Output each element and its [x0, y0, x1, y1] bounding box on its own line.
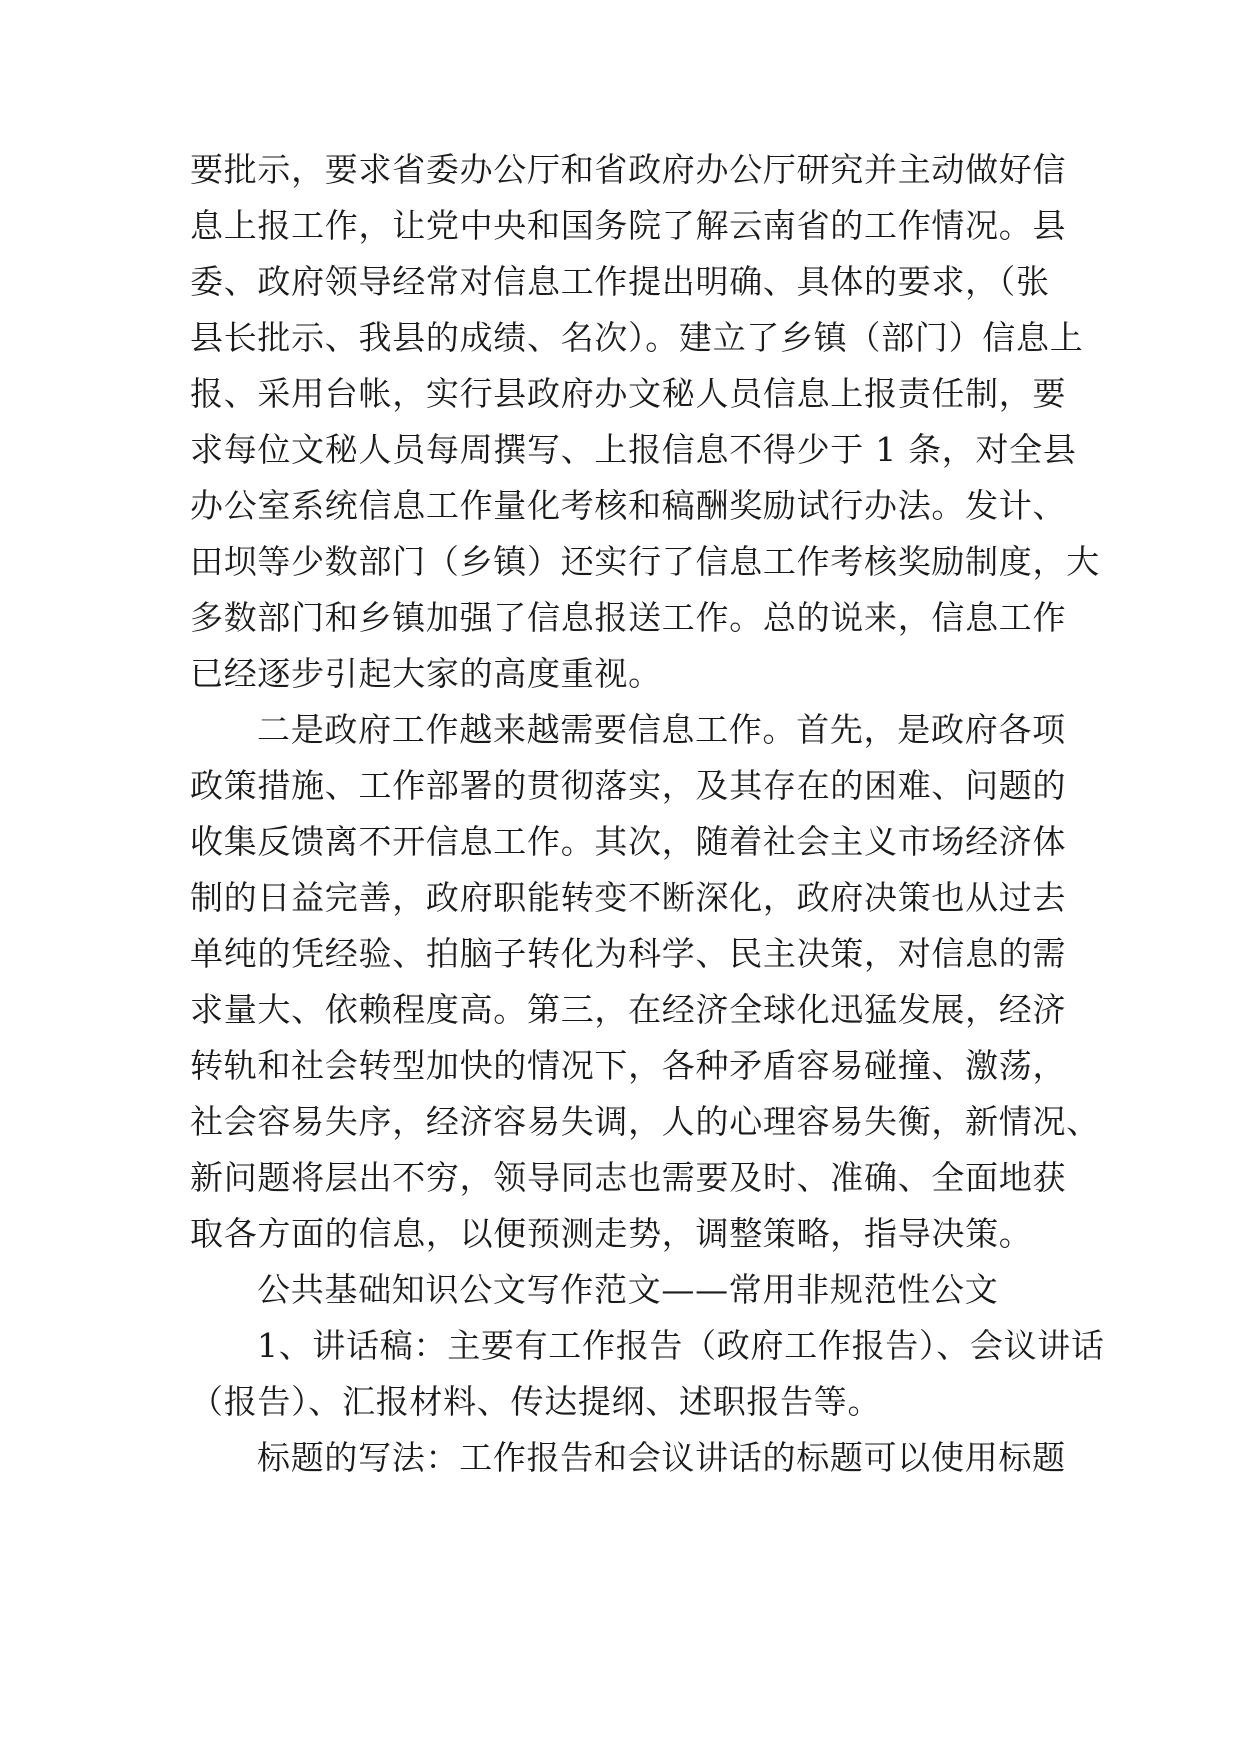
text-line: 单纯的凭经验、拍脑子转化为科学、民主决策，对信息的需 — [190, 934, 1067, 973]
paragraph-start-line: 标题的写法：工作报告和会议讲话的标题可以使用标题 — [257, 1438, 1066, 1477]
text-line: 要批示，要求省委办公厅和省政府办公厅研究并主动做好信 — [190, 150, 1067, 189]
text-line: 求每位文秘人员每周撰写、上报信息不得少于 1 条，对全县 — [190, 430, 1077, 469]
text-line: 求量大、依赖程度高。第三，在经济全球化迅猛发展，经济 — [190, 990, 1067, 1029]
text-line: 新问题将层出不穷，领导同志也需要及时、准确、全面地获 — [190, 1158, 1067, 1197]
paragraph-start-line: 二是政府工作越来越需要信息工作。首先，是政府各项 — [257, 710, 1066, 749]
text-line: 政策措施、工作部署的贯彻落实，及其存在的困难、问题的 — [190, 766, 1067, 805]
text-line: 转轨和社会转型加快的情况下，各种矛盾容易碰撞、激荡， — [190, 1046, 1067, 1085]
text-line: 收集反馈离不开信息工作。其次，随着社会主义市场经济体 — [190, 822, 1067, 861]
text-line: 报、采用台帐，实行县政府办文秘人员信息上报责任制，要 — [190, 374, 1067, 413]
text-line: 委、政府领导经常对信息工作提出明确、具体的要求，（张 — [190, 262, 1050, 301]
text-line: 已经逐步引起大家的高度重视。 — [190, 654, 662, 693]
text-line: 办公室系统信息工作量化考核和稿酬奖励试行办法。发计、 — [190, 486, 1067, 525]
text-line: 多数部门和乡镇加强了信息报送工作。总的说来，信息工作 — [190, 598, 1067, 637]
paragraph-start-line: 1、讲话稿：主要有工作报告（政府工作报告）、会议讲话 — [257, 1326, 1105, 1365]
text-line: 社会容易失序，经济容易失调，人的心理容易失衡，新情况、 — [190, 1102, 1100, 1141]
text-line: 制的日益完善，政府职能转变不断深化，政府决策也从过去 — [190, 878, 1067, 917]
text-line: （报告）、汇报材料、传达提纲、述职报告等。 — [190, 1382, 882, 1421]
text-line: 取各方面的信息，以便预测走势，调整策略，指导决策。 — [190, 1214, 1033, 1253]
text-line: 田坝等少数部门（乡镇）还实行了信息工作考核奖励制度，大 — [190, 542, 1100, 581]
text-line: 县长批示、我县的成绩、名次）。建立了乡镇（部门）信息上 — [190, 318, 1084, 357]
section-heading-line: 公共基础知识公文写作范文——常用非规范性公文 — [257, 1270, 999, 1309]
text-line: 息上报工作，让党中央和国务院了解云南省的工作情况。县 — [190, 206, 1067, 245]
